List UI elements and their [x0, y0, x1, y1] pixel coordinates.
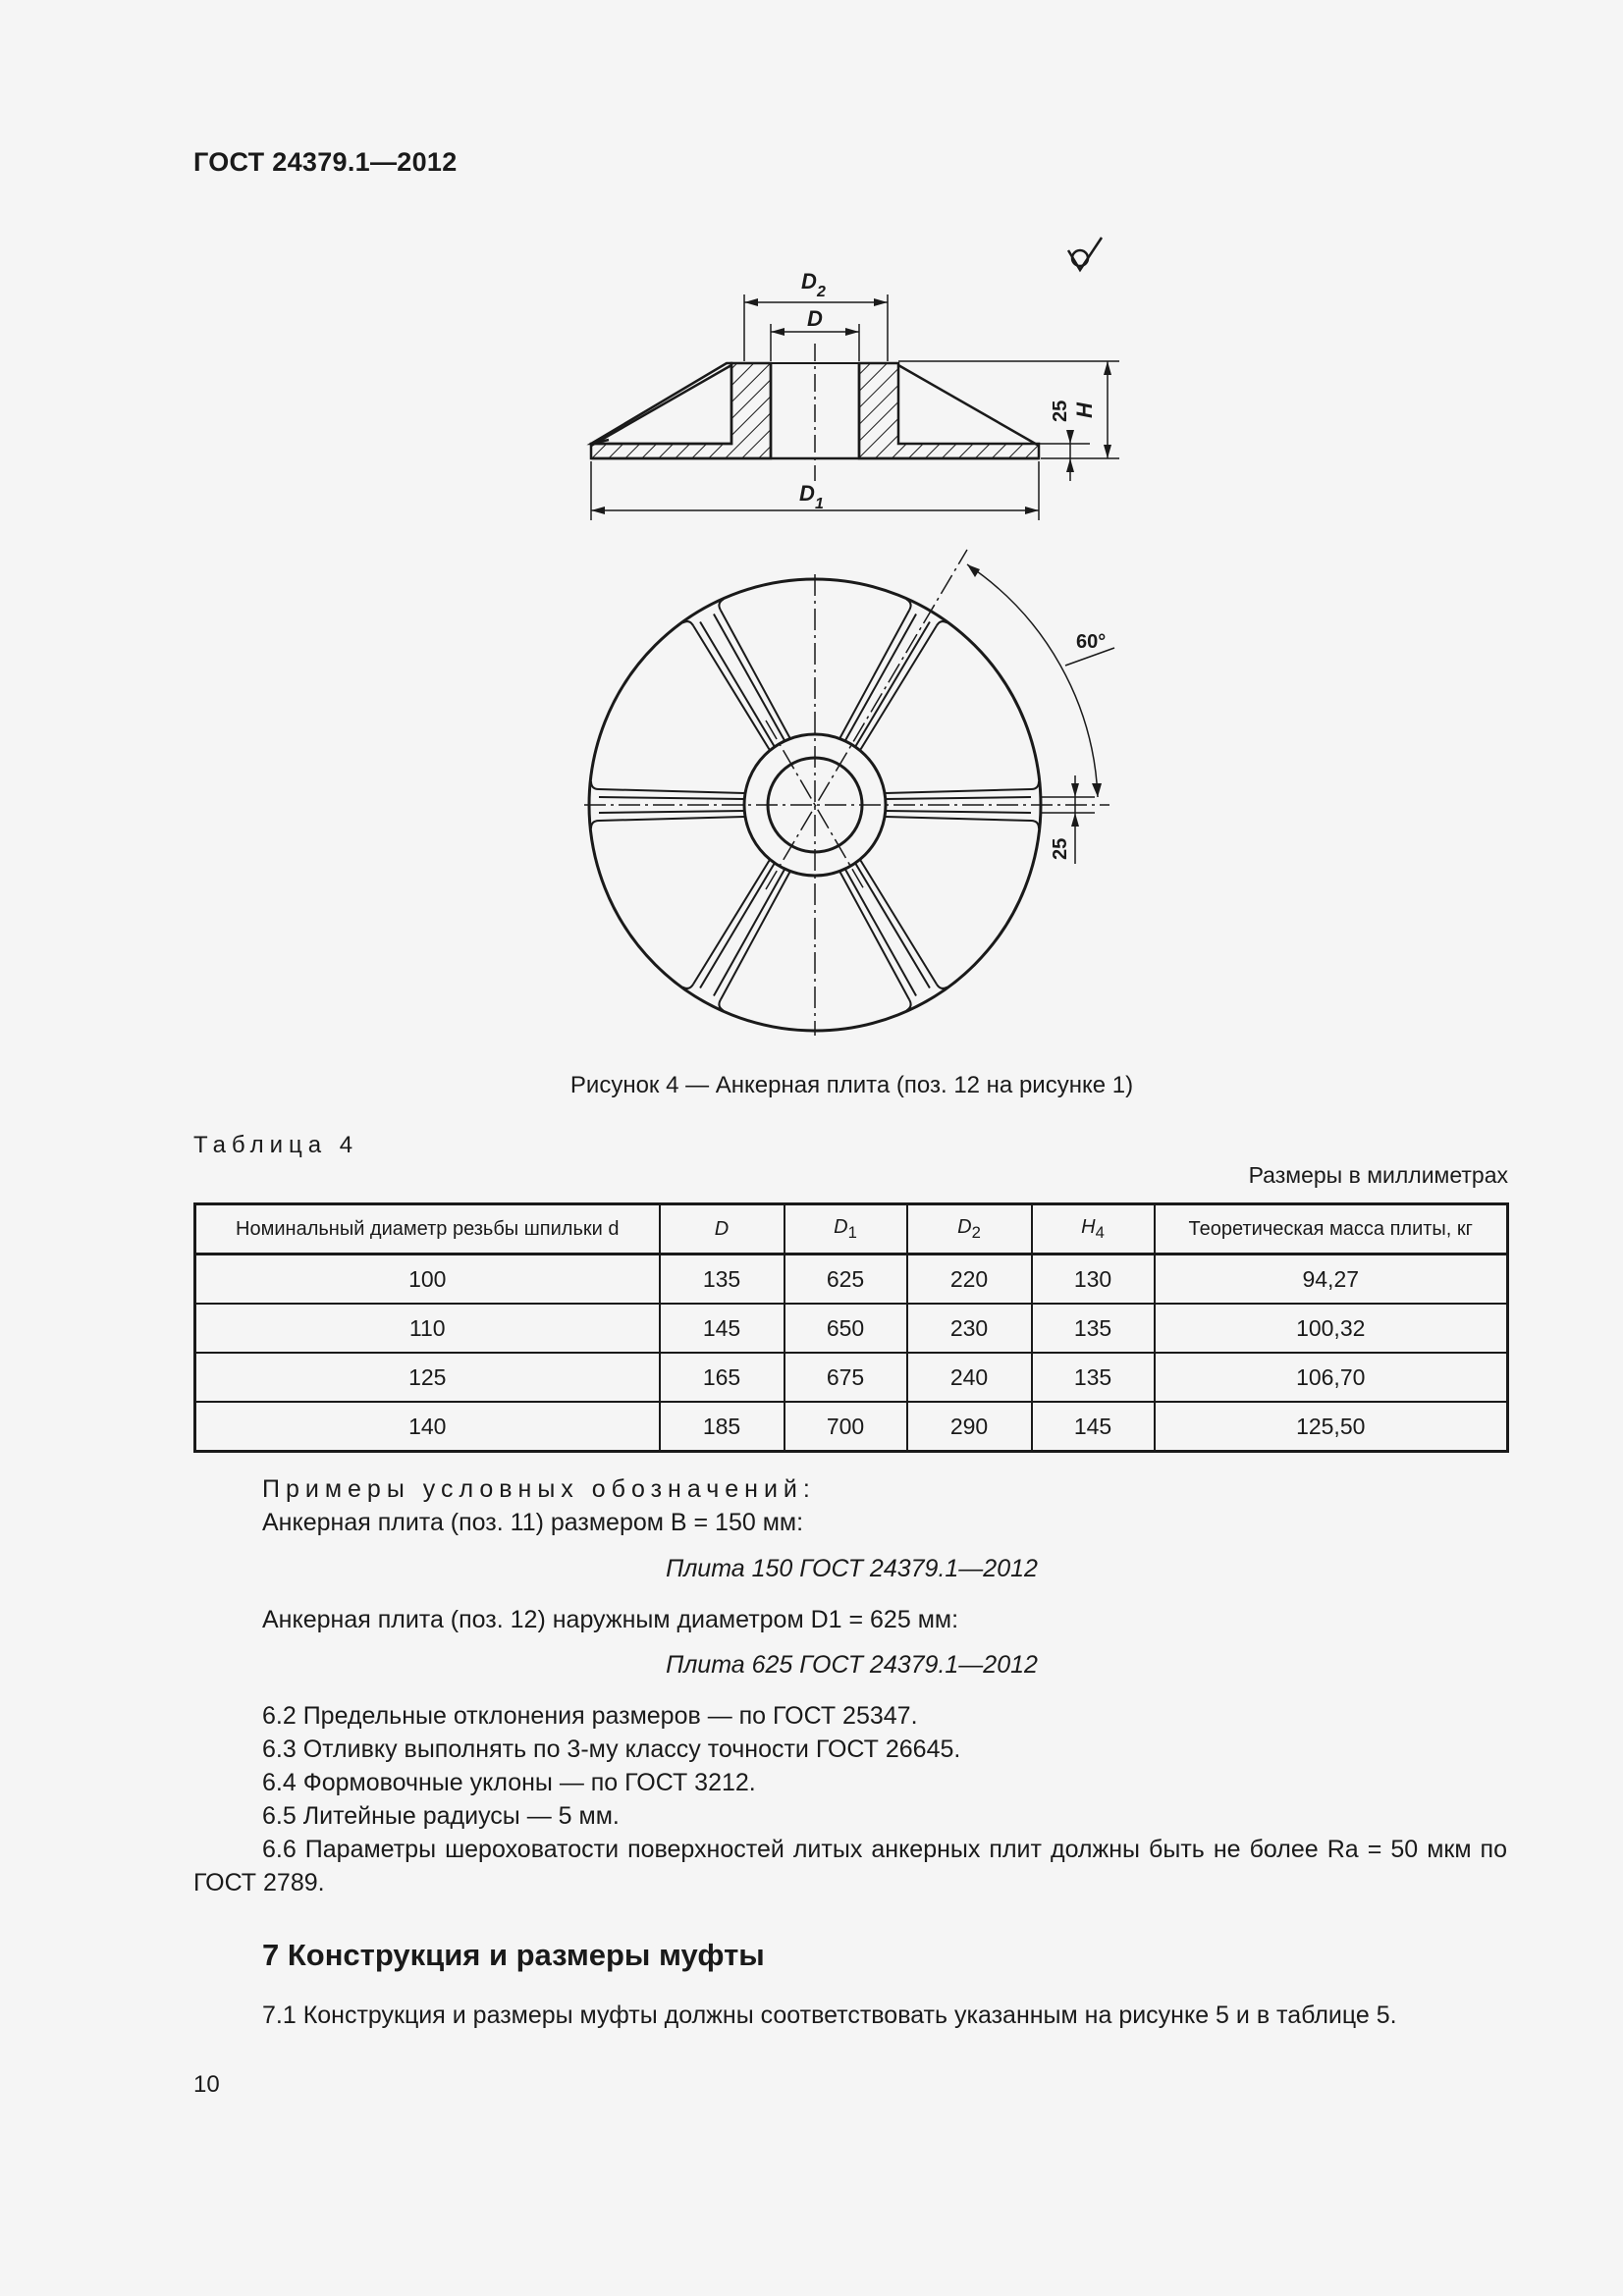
label-d1: D [799, 481, 815, 506]
table-cell: 165 [660, 1353, 784, 1402]
label-h: H [1072, 402, 1097, 418]
table-cell: 185 [660, 1402, 784, 1452]
table-row [195, 1402, 1508, 1452]
header-d: D [660, 1204, 784, 1255]
section-heading: 7 Конструкция и размеры муфты [262, 1938, 765, 1972]
clause-6-3: 6.3 Отливку выполнять по 3-му классу точности ГОСТ 26645. [262, 1735, 961, 1763]
header-d1: $D_1$ [784, 1204, 907, 1255]
header-d2: $D_2$ [907, 1204, 1032, 1255]
table-cell: 135 [1032, 1353, 1155, 1402]
page-number: 10 [193, 2071, 220, 2098]
table-cell: 145 [1032, 1402, 1155, 1452]
clause-6-4: 6.4 Формовочные уклоны — по ГОСТ 3212. [262, 1769, 756, 1796]
label-25-section: 25 [1050, 400, 1071, 422]
table-cell: 700 [784, 1402, 907, 1452]
table-cell: 650 [784, 1304, 907, 1353]
label-d: D [807, 306, 823, 331]
document-code-header: ГОСТ 24379.1—2012 [193, 147, 458, 177]
anchor-plate-drawing [550, 216, 1159, 1060]
designation-2: Плита 625 ГОСТ 24379.1—2012 [666, 1651, 1038, 1679]
label-d2: D [801, 269, 817, 294]
figure-caption: Рисунок 4 — Анкерная плита (поз. 12 на рисунке 1) [569, 1072, 1134, 1098]
header-h4: $H_4$ [1032, 1204, 1155, 1255]
table-cell: 125,50 [1155, 1402, 1508, 1452]
table-cell: 125 [195, 1353, 660, 1402]
table-cell: 240 [907, 1353, 1032, 1402]
units-note: Размеры в миллиметрах [1248, 1162, 1508, 1188]
table-cell: 290 [907, 1402, 1032, 1452]
clause-6-6: 6.6 Параметры шероховатости поверхностей литых анкерных плит должны быть не более Ra = 50 мкм по ГОСТ 2789. [193, 1836, 1507, 1896]
label-d1-sub: 1 [815, 496, 824, 512]
table-header-row [195, 1204, 1508, 1255]
label-25-plan: 25 [1050, 837, 1071, 860]
table-cell: 100 [195, 1255, 660, 1305]
dimensions-table [193, 1202, 1509, 1453]
label-d2-sub: 2 [817, 284, 826, 300]
table-row [195, 1353, 1508, 1402]
clause-6-5: 6.5 Литейные радиусы — 5 мм. [262, 1802, 620, 1830]
table-cell: 106,70 [1155, 1353, 1508, 1402]
example-line-2: Анкерная плита (поз. 12) наружным диаметром D1 = 625 мм: [262, 1606, 959, 1633]
table-cell: 100,32 [1155, 1304, 1508, 1353]
table-cell: 135 [660, 1255, 784, 1305]
table-row [195, 1255, 1508, 1305]
table-row [195, 1304, 1508, 1353]
clause-6-2: 6.2 Предельные отклонения размеров — по ГОСТ 25347. [262, 1702, 918, 1730]
header-nominal: Номинальный диаметр резьбы шпильки d [195, 1204, 660, 1255]
example-line-1: Анкерная плита (поз. 11) размером B = 150 мм: [262, 1509, 804, 1536]
clause-7-1: 7.1 Конструкция и размеры муфты должны соответствовать указанным на рисунке 5 и в таблице 5. [262, 2002, 1397, 2029]
table-cell: 94,27 [1155, 1255, 1508, 1305]
label-angle: 60° [1076, 631, 1107, 653]
table-cell: 220 [907, 1255, 1032, 1305]
table-cell: 675 [784, 1353, 907, 1402]
table-cell: 145 [660, 1304, 784, 1353]
roughness-symbol-icon [1068, 238, 1102, 270]
table-cell: 130 [1032, 1255, 1155, 1305]
table-cell: 230 [907, 1304, 1032, 1353]
examples-title: Примеры условных обозначений: [262, 1475, 816, 1503]
table-cell: 140 [195, 1402, 660, 1452]
table-cell: 625 [784, 1255, 907, 1305]
table-cell: 135 [1032, 1304, 1155, 1353]
table-label: Таблица 4 [193, 1132, 359, 1158]
header-mass: Теоретическая масса плиты, кг [1155, 1204, 1508, 1255]
designation-1: Плита 150 ГОСТ 24379.1—2012 [666, 1555, 1038, 1582]
table-cell: 110 [195, 1304, 660, 1353]
